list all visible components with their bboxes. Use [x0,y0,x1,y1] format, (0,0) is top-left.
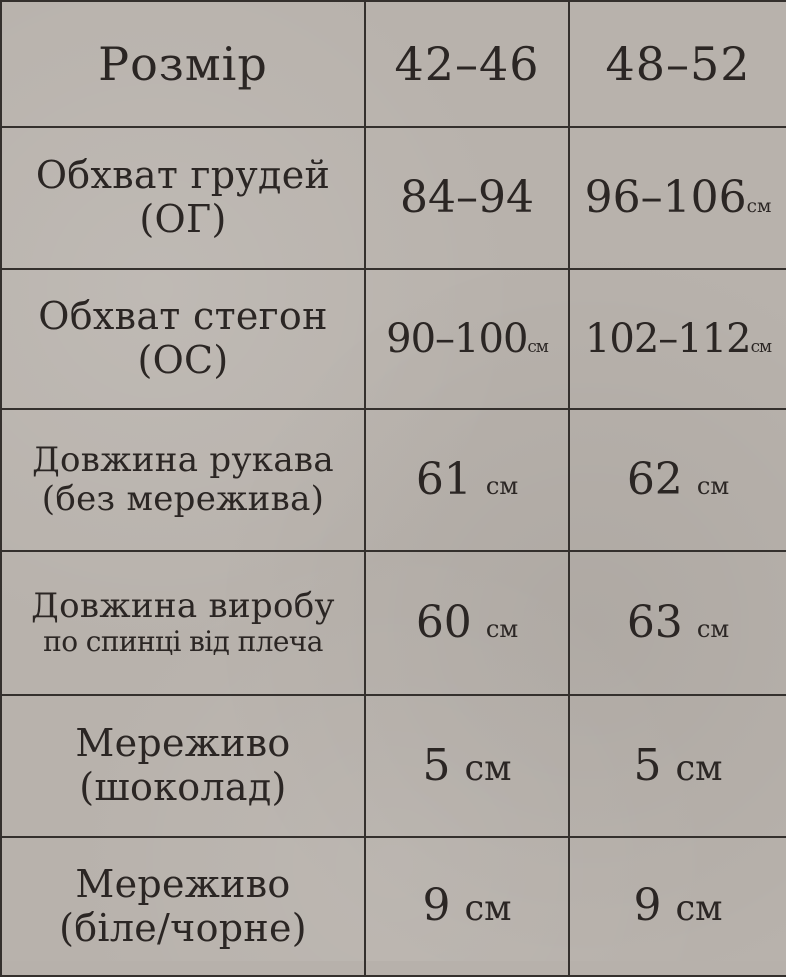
row-label-line2: (шоколад) [79,765,287,809]
cell-lace-white-black-48-52 [569,837,786,976]
cell-unit: см [696,471,730,500]
row-label-line1: Довжина виробу [31,586,335,627]
row-label-chest [1,127,365,269]
row-label-line2: (ОС) [137,338,229,382]
header-size-42-46: 42–46 [365,1,569,127]
cell-unit: см [750,336,772,356]
table-row-lace-chocolate [1,695,786,837]
cell-value: 5 [422,739,451,791]
header-size-48-52: 48–52 [569,1,786,127]
row-label-line1: Обхват грудей [35,153,331,198]
cell-lace-chocolate-42-46 [365,695,569,837]
cell-sleeve-48-52 [569,409,786,551]
cell-unit: см [746,195,772,217]
row-label-line2: (без мережива) [41,479,325,519]
cell-value: 60 [415,596,472,648]
row-label-length [1,551,365,695]
cell-hips-48-52 [569,269,786,409]
cell-unit: см [675,888,723,930]
cell-length-48-52 [569,551,786,695]
table-row-hips [1,269,786,409]
row-label-lace-chocolate [1,695,365,837]
cell-chest-42-46 [365,127,569,269]
table-row-sleeve [1,409,786,551]
row-label-line1: Обхват стегон [38,294,328,339]
row-label-lace-white-black [1,837,365,976]
cell-unit: см [485,471,519,500]
row-label-sleeve [1,409,365,551]
header-size-label: Розмір [1,1,365,127]
cell-unit: см [464,747,512,789]
cell-value: 62 [626,453,683,505]
cell-chest-48-52 [569,127,786,269]
row-label-hips [1,269,365,409]
cell-value: 84–94 [400,171,534,223]
cell-unit: см [527,336,548,356]
cell-value: 9 [633,880,662,932]
table-row-lace-white-black [1,837,786,976]
cell-sleeve-42-46 [365,409,569,551]
cell-length-42-46 [365,551,569,695]
row-label-line1: Мереживо [75,721,291,766]
cell-lace-white-black-42-46 [365,837,569,976]
cell-value: 63 [626,596,683,648]
cell-lace-chocolate-48-52 [569,695,786,837]
cell-unit: см [675,747,723,789]
row-label-line1: Довжина рукава [32,439,334,480]
cell-unit: см [696,614,730,643]
row-label-line2: (біле/чорне) [59,905,307,950]
row-label-line2: (ОГ) [139,197,227,241]
table-row-length [1,551,786,695]
cell-hips-42-46 [365,269,569,409]
cell-value: 9 [422,880,451,932]
cell-value: 90–100 [386,316,528,362]
table-row-chest [1,127,786,269]
row-label-line1: Мереживо [75,861,291,906]
cell-value: 96–106 [584,171,747,223]
cell-value: 5 [633,739,662,791]
table-header-row [1,1,786,127]
cell-value: 102–112 [584,316,751,362]
cell-value: 61 [415,453,472,505]
cell-unit: см [485,614,519,643]
row-label-line2: по спинці від плеча [43,625,323,659]
cell-unit: см [464,888,512,930]
